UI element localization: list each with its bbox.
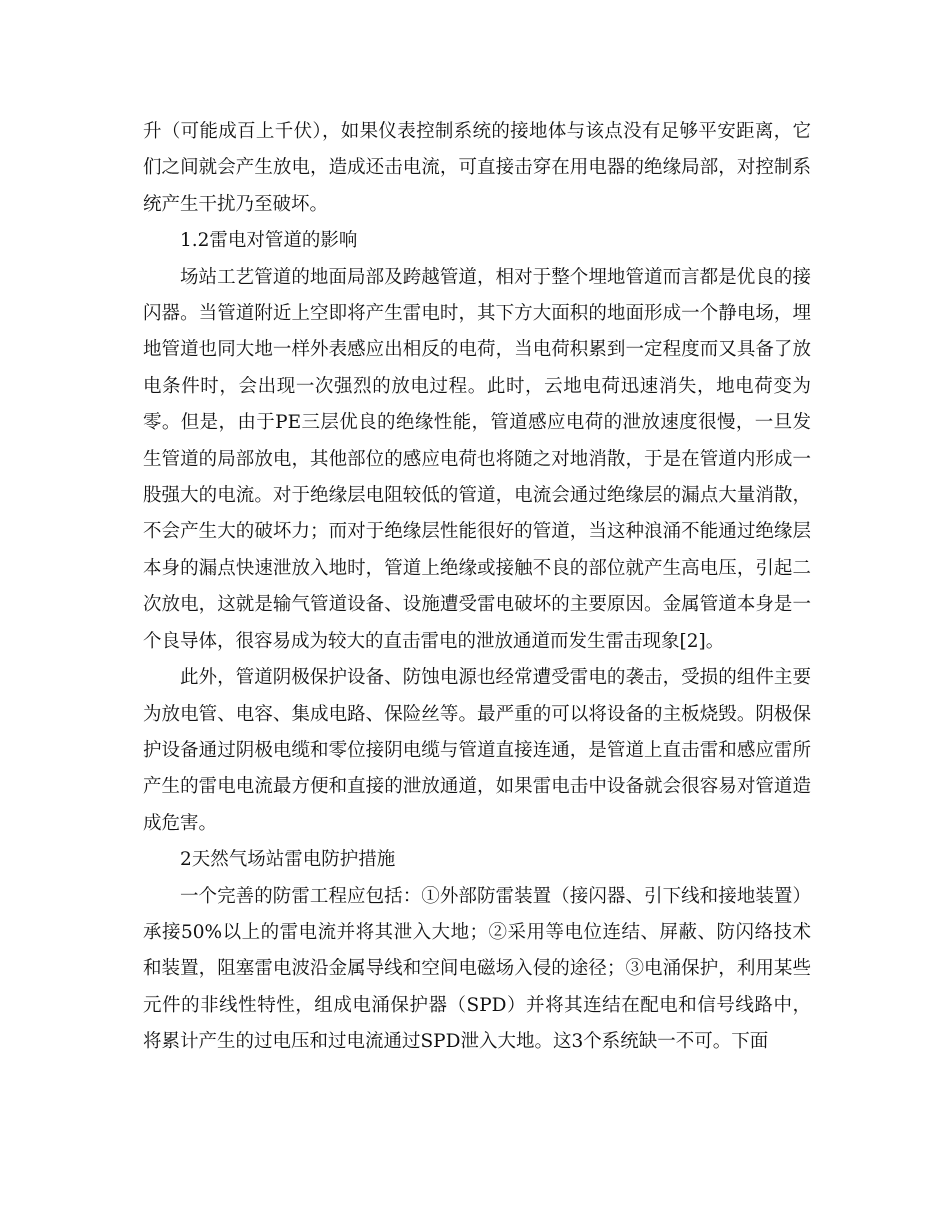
paragraph-continuation: 升（可能成百上千伏），如果仪表控制系统的接地体与该点没有足够平安距离，它们之间就会产生放电，造成还击电流，可直接击穿在用电器的绝缘局部，对控制系统产生干扰乃至破坏。	[143, 121, 811, 215]
paragraph-pipeline-lightning: 场站工艺管道的地面局部及跨越管道，相对于整个埋地管道而言都是优良的接闪器。当管道附近上空即将产生雷电时，其下方大面积的地面形成一个静电场，埋地管道也同大地一样外表感应出相反的电荷，当电荷积累到一定程度而又具备了放电条件时，会出现一次强烈的放电过程。此时，云地电荷迅速消失，地电荷变为零。但是，由于PE三层优良的绝缘性能，管道感应电荷的泄放速度很慢，一旦发生管道的局部放电，其他部位的感应电荷也将随之对地消散，于是在管道内形成一股强大的电流。对于绝缘层电阻较低的管道，电流会通过绝缘层的漏点大量消散，不会产生大的破坏力；而对于绝缘层性能很好的管道，当这种浪涌不能通过绝缘层本身的漏点快速泄放入地时，管道上绝缘或接触不良的部位就产生高电压，引起二次放电，这就是输气管道设备、设施遭受雷电破坏的主要原因。金属管道本身是一个良导体，很容易成为较大的直击雷电的泄放通道而发生雷击现象[2]。	[143, 266, 811, 652]
paragraph-cathodic-protection: 此外，管道阴极保护设备、防蚀电源也经常遭受雷电的袭击，受损的组件主要为放电管、电容、集成电路、保险丝等。最严重的可以将设备的主板烧毁。阴极保护设备通过阴极电缆和零位接阴电缆与管道直接连通，是管道上直击雷和感应雷所产生的雷电电流最方便和直接的泄放通道，如果雷电击中设备就会很容易对管道造成危害。	[143, 667, 811, 834]
section-heading-2: 2天然气场站雷电防护措施	[180, 849, 396, 871]
document-body	[143, 114, 811, 1061]
section-heading-1-2: 1.2雷电对管道的影响	[180, 230, 358, 252]
paragraph-protection-measures: 一个完善的防雷工程应包括：①外部防雷装置（接闪器、引下线和接地装置）承接50%以上的雷电流并将其泄入大地；②采用等电位连结、屏蔽、防闪络技术和装置，阻塞雷电波沿金属导线和空间电磁场入侵的途径；③电涌保护，利用某些元件的非线性特性，组成电涌保护器（SPD）并将其连结在配电和信号线路中，将累计产生的过电压和过电流通过SPD泄入大地。这3个系统缺一不可。下面	[143, 885, 811, 1053]
